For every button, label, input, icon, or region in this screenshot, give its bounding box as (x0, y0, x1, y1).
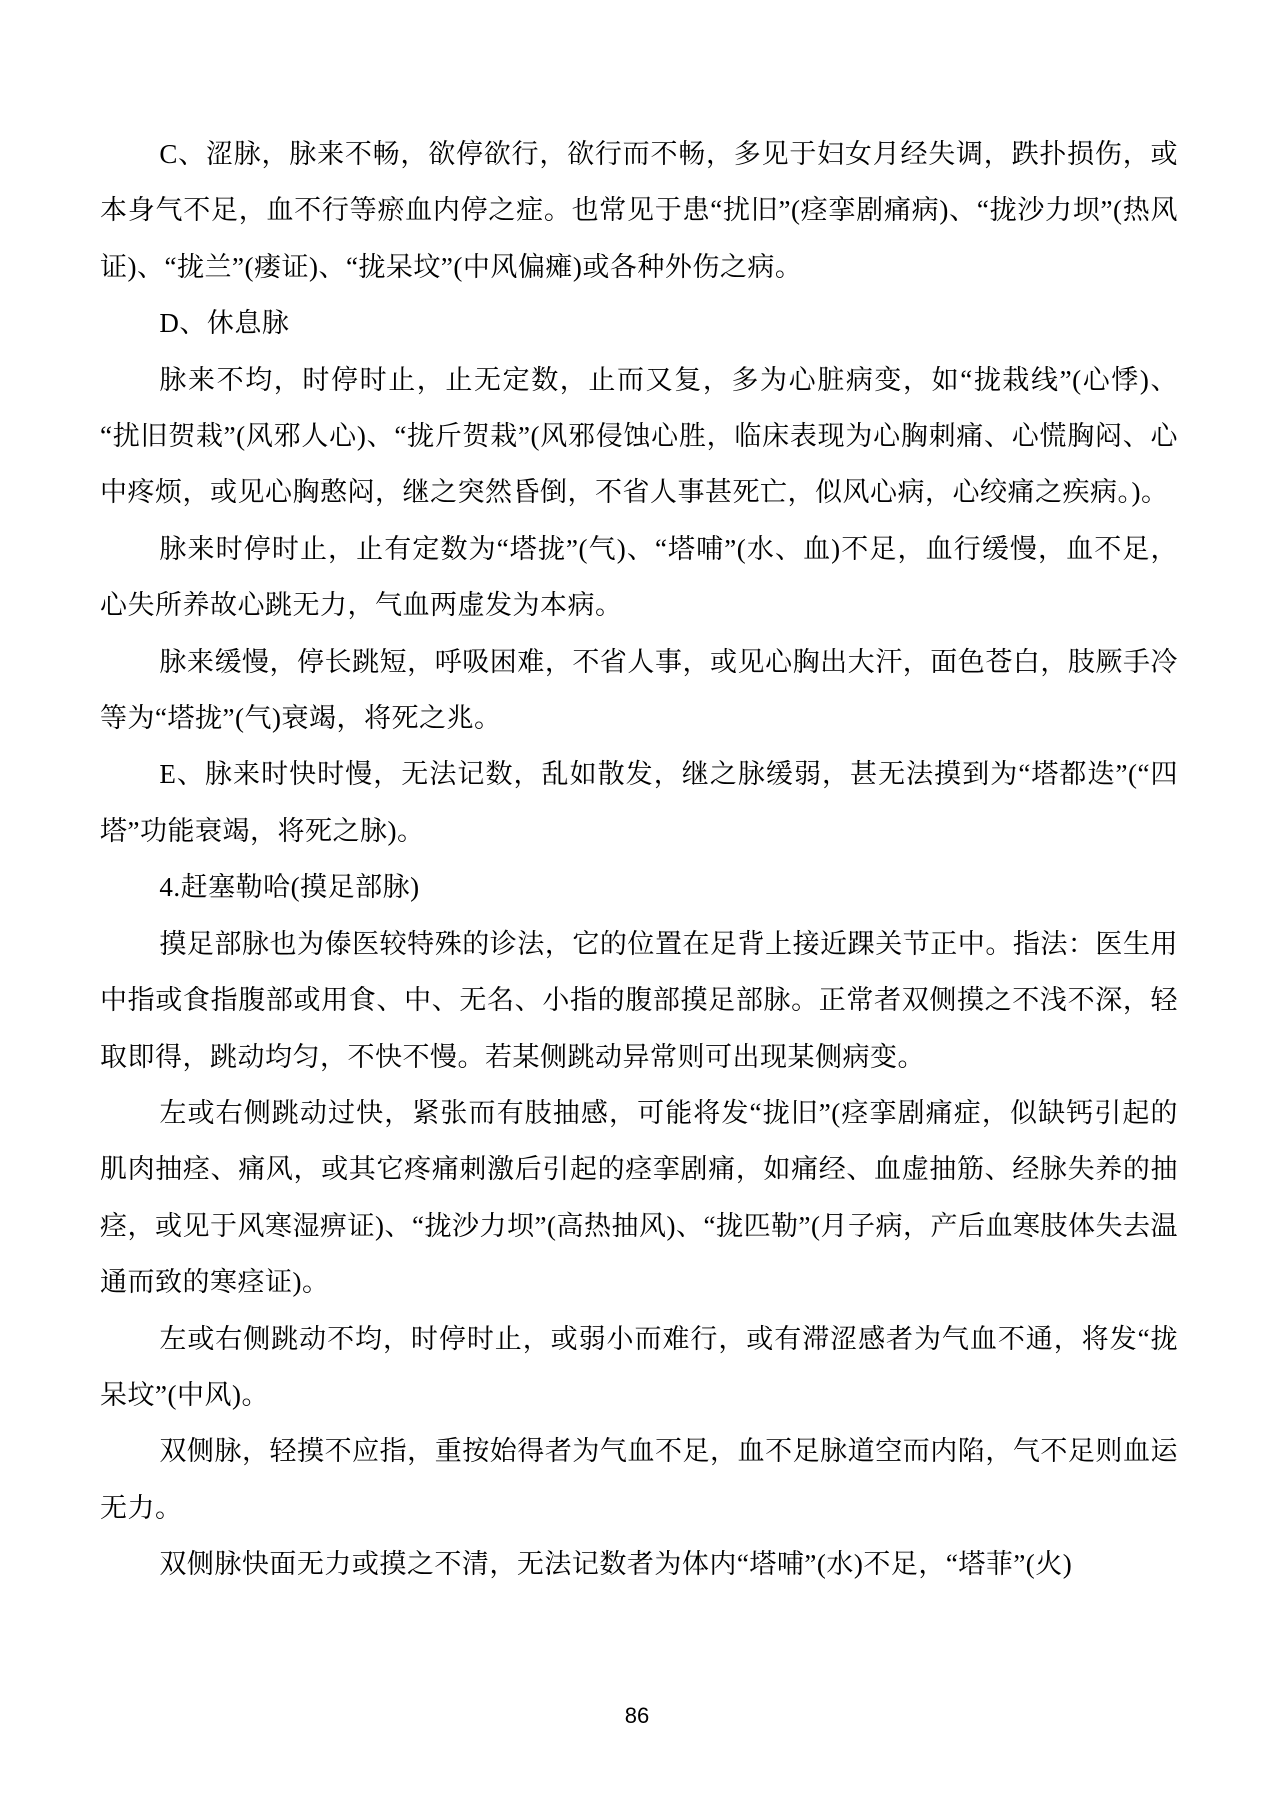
paragraph-choppy-pulse: C、涩脉，脉来不畅，欲停欲行，欲行而不畅，多见于妇女月经失调，跌扑损伤，或本身气不足，血不行等瘀血内停之症。也常见于患“扰旧”(痉挛剧痛病)、“拢沙力坝”(热风证)、“拢兰”(瘘证)、“拢呆坟”(中风偏瘫)或各种外伤之病。 (100, 139, 1178, 282)
paragraph-bilateral-fast-pulse: 双侧脉快面无力或摸之不清，无法记数者为体内“塔哺”(水)不足，“塔菲”(火) (159, 1549, 1073, 1580)
page-number: 86 (624, 1703, 650, 1728)
document-content (100, 126, 1178, 1593)
heading-foot-pulse-method: 4.赶塞勒哈(摸足部脉) (159, 872, 420, 903)
heading-rest-pulse: D、休息脉 (159, 308, 290, 339)
paragraph-regular-intermittent: 脉来时停时止，止有定数为“塔拢”(气)、“塔哺”(水、血)不足，血行缓慢，血不足，心失所养故心跳无力，气血两虚发为本病。 (100, 533, 1178, 621)
paragraph-fast-beat-signs: 左或右侧跳动过快，紧张而有肢抽感，可能将发“拢旧”(痉挛剧痛症，似缺钙引起的肌肉抽痉、痛风，或其它疼痛刺激后引起的痉挛剧痛，如痛经、血虚抽筋、经脉失养的抽痉，或见于风寒湿痹证)、“拢沙力坝”(高热抽风)、“拢匹勒”(月子病，产后血寒肢体失去温通而致的寒痉证)。 (100, 1097, 1178, 1298)
paragraph-bilateral-weak-pulse: 双侧脉，轻摸不应指，重按始得者为气血不足，血不足脉道空而内陷，气不足则血运无力。 (100, 1436, 1178, 1523)
paragraph-irregular-pulse: 脉来不均，时停时止，止无定数，止而又复，多为心脏病变，如“拢栽线”(心悸)、“扰旧贺栽”(风邪人心)、“拢斤贺栽”(风邪侵蚀心胜，临床表现为心胸刺痛、心慌胸闷、心中疼烦，或见心胸憨闷，继之突然昏倒，不省人事甚死亡，似风心病，心绞痛之疾病。)。 (100, 364, 1178, 508)
paragraph-e-chaotic-pulse: E、脉来时快时慢，无法记数，乱如散发，继之脉缓弱，甚无法摸到为“塔都迭”(“四塔”功能衰竭，将死之脉)。 (100, 759, 1178, 846)
paragraph-uneven-beat-signs: 左或右侧跳动不均，时停时止，或弱小而难行，或有滞涩感者为气血不通，将发“拢呆坟”(中风)。 (100, 1323, 1178, 1410)
paragraph-slow-pulse: 脉来缓慢，停长跳短，呼吸困难，不省人事，或见心胸出大汗，面色苍白，肢厥手冷等为“塔拢”(气)衰竭，将死之兆。 (100, 646, 1178, 734)
paragraph-foot-pulse-description: 摸足部脉也为傣医较特殊的诊法，它的位置在足背上接近踝关节正中。指法：医生用中指或食指腹部或用食、中、无名、小指的腹部摸足部脉。正常者双侧摸之不浅不深，轻取即得，跳动均匀，不快不慢。若某侧跳动异常则可出现某侧病变。 (100, 928, 1178, 1072)
